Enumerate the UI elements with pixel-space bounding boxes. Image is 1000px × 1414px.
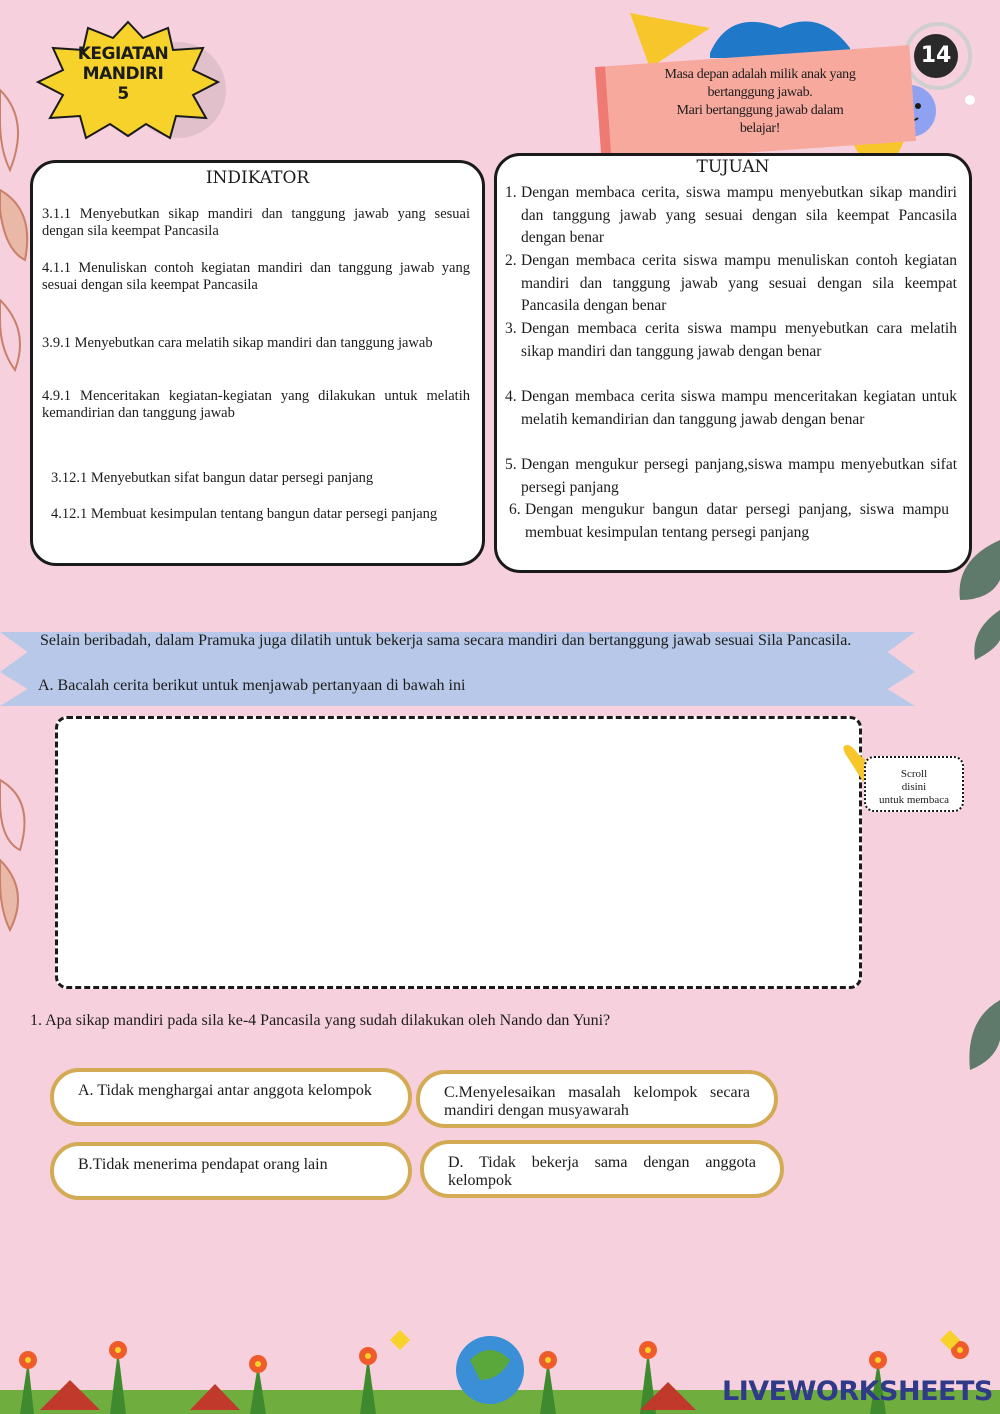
answer-option-a[interactable]: A. Tidak menghargai antar anggota kelompok	[50, 1068, 412, 1126]
badge-title	[68, 44, 178, 104]
indikator-item: 3.1.1 Menyebutkan sikap mandiri dan tanggung jawab yang sesuai dengan sila keempat Pancasila	[42, 206, 470, 239]
answer-option-c[interactable]: C.Menyelesaikan masalah kelompok secara mandiri dengan musyawarah	[416, 1070, 778, 1128]
tujuan-title: TUJUAN	[696, 157, 770, 177]
instruction-text: A. Bacalah cerita berikut untuk menjawab pertanyaan di bawah ini	[38, 677, 466, 694]
indikator-item: 4.9.1 Menceritakan kegiatan-kegiatan yang dilakukan untuk melatih kemandirian dan tanggung jawab	[42, 388, 470, 421]
answer-option-d[interactable]: D. Tidak bekerja sama dengan anggota kelompok	[420, 1140, 784, 1198]
badge-line-2: MANDIRI	[82, 64, 164, 84]
tujuan-item	[505, 250, 957, 318]
tujuan-item-text: Dengan membaca cerita siswa mampu menceritakan kegiatan untuk melatih kemandirian dan tanggung jawab dengan benar	[521, 388, 957, 428]
tujuan-item-number: 2.	[505, 252, 517, 269]
tujuan-item-number: 4.	[505, 388, 517, 405]
page-number: 14	[914, 34, 958, 78]
indikator-item: 3.12.1 Menyebutkan sifat bangun datar persegi panjang	[51, 470, 374, 486]
tujuan-item-number: 3.	[505, 320, 517, 337]
motto-line-3: Mari bertanggung jawab dalam	[676, 103, 844, 118]
scroll-hint-line-1: Scroll	[900, 768, 928, 780]
indikator-item: 4.12.1 Membuat kesimpulan tentang bangun datar persegi panjang	[51, 506, 438, 522]
story-scroll-area[interactable]	[55, 716, 862, 989]
tujuan-item	[509, 499, 949, 544]
tujuan-item-text: Dengan membaca cerita, siswa mampu menyebutkan sikap mandiri dan tanggung jawab yang sesuai dengan sila keempat Pancasila dengan benar	[521, 184, 957, 246]
tujuan-item	[505, 454, 957, 499]
indikator-panel	[30, 160, 485, 566]
tujuan-item-number: 1.	[505, 184, 517, 201]
badge-line-3: 5	[117, 84, 129, 104]
answer-option-b[interactable]: B.Tidak menerima pendapat orang lain	[50, 1142, 412, 1200]
motto-text	[610, 66, 910, 138]
question-text: 1. Apa sikap mandiri pada sila ke-4 Pancasila yang sudah dilakukan oleh Nando dan Yuni?	[30, 1012, 611, 1029]
liveworksheets-logo[interactable]: LIVEWORKSHEETS	[722, 1376, 993, 1407]
indikator-item: 3.9.1 Menyebutkan cara melatih sikap mandiri dan tanggung jawab	[42, 335, 433, 351]
scroll-hint-line-3: untuk membaca	[879, 794, 949, 806]
tujuan-item-number: 5.	[505, 456, 517, 473]
tujuan-item-text: Dengan membaca cerita siswa mampu menuliskan contoh kegiatan mandiri dan tanggung jawab yang sesuai dengan sila keempat Pancasila dengan benar	[521, 252, 957, 314]
scroll-hint	[864, 756, 964, 812]
motto-line-1: Masa depan adalah milik anak yang	[664, 67, 856, 82]
scroll-hint-line-2: disini	[901, 781, 927, 793]
tujuan-panel	[494, 153, 972, 573]
tujuan-item	[505, 386, 957, 431]
tujuan-item-text: Dengan membaca cerita siswa mampu menyebutkan cara melatih sikap mandiri dan tanggung jawab dengan benar	[521, 320, 957, 360]
tujuan-item-text: Dengan mengukur persegi panjang,siswa mampu menyebutkan sifat persegi panjang	[521, 456, 957, 496]
indikator-item: 4.1.1 Menuliskan contoh kegiatan mandiri dan tanggung jawab yang sesuai dengan sila keempat Pancasila	[42, 260, 470, 293]
tujuan-item-text: Dengan mengukur bangun datar persegi panjang, siswa mampu membuat kesimpulan tentang persegi panjang	[525, 501, 949, 541]
intro-text: Selain beribadah, dalam Pramuka juga dilatih untuk bekerja sama secara mandiri dan bertanggung jawab sesuai Sila Pancasila.	[40, 632, 852, 649]
indikator-title: INDIKATOR	[205, 168, 310, 188]
badge-line-1: KEGIATAN	[77, 44, 169, 64]
activity-badge	[28, 20, 228, 140]
tujuan-item-number: 6.	[509, 501, 521, 518]
motto-line-2: bertanggung jawab.	[707, 85, 813, 100]
tujuan-item	[505, 318, 957, 363]
motto-line-4: belajar!	[739, 121, 781, 136]
tujuan-item	[505, 182, 957, 250]
